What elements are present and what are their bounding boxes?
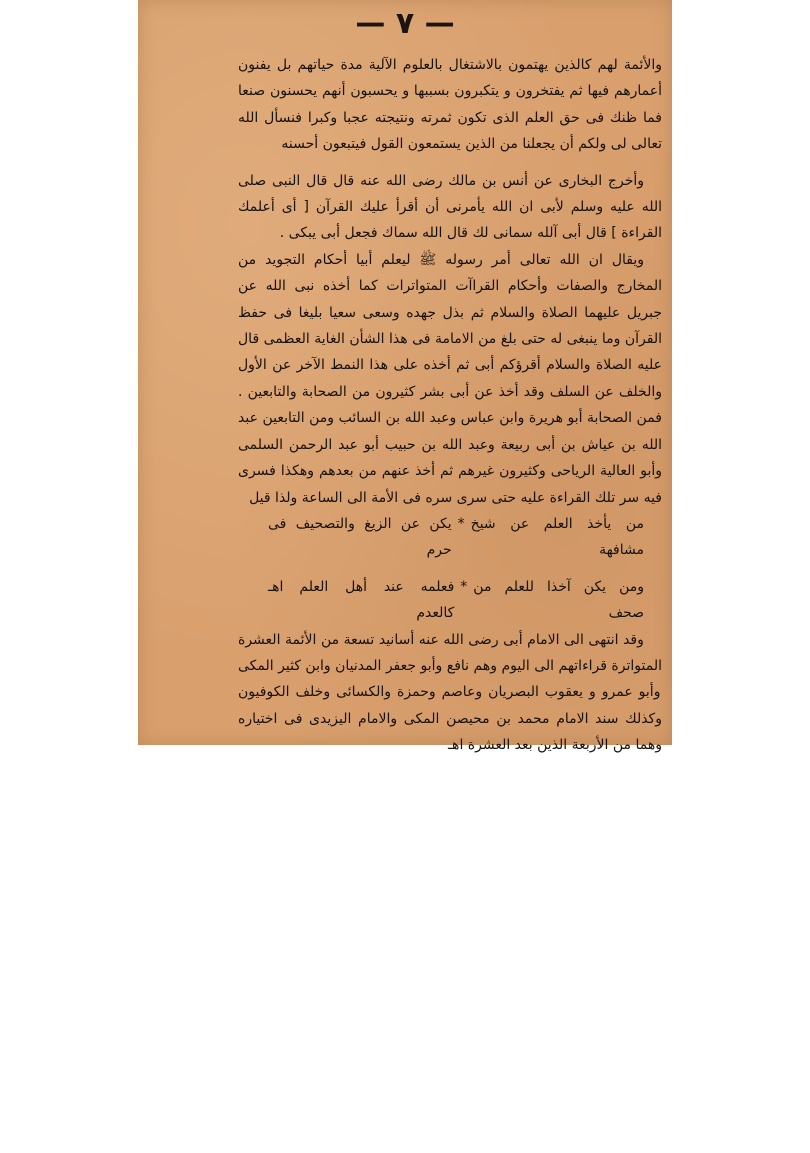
text-line: هذا النمط الآخر عن الأول والخلف عن السلف وقد أخذ عن أبى بشر كثيرون من <box>238 357 662 400</box>
verse-hemistich-second: فعلمه عند أهل العلم كالعدم <box>299 578 455 622</box>
text-line: فسرى فيه سر تلك القراءة عليه حتى سرى سره فى الأمة الى الساعة ولذا قيل <box>238 463 662 506</box>
page-number: — ٧ — <box>355 6 455 41</box>
text-line: وأخرج البخارى عن أنس بن مالك رضى الله عنه قال قال النبى صلى الله <box>238 172 662 216</box>
text-line: والسلام ثم بذل جهده وسعى سعيا بليغا فى حفظ القرآن وما ينبغى له حتى بلغ من الامامة <box>238 304 662 348</box>
text-line: قال أبى آلله سمانى لك قال الله سماك فجعل أبى يبكى . <box>279 225 607 242</box>
text-line: والأئمة لهم كالذين يهتمون بالاشتغال بالعلوم الآلية مدة حياتهم بل يفنون أعمارهم <box>238 57 663 100</box>
verse-hemistich-first: ومن يكن آخذا للعلم من صحف <box>473 578 644 622</box>
text-line: الصحابة والتابعين . فمن الصحابة أبو هريرة وابن عباس وعبد الله بن السائب <box>238 383 662 427</box>
text-line: وأبو عمرو و يعقوب البصريان وعاصم وحمزة والكسائى وخلف الكوفيون <box>238 684 661 701</box>
text-line: والصفات وأحكام القراآت المتواترات كما أخذه نبى الله عن جبريل عليهما الصلاة <box>238 278 662 321</box>
text-line: المتواترة قراءاتهم الى اليوم وهم نافع وأبو جعفر المدنيان وابن كثير المكى <box>238 657 662 674</box>
text-line: ويقال ان الله تعالى أمر رسوله ﷺ ليعلم أبيا أحكام التجويد من المخارج <box>238 251 662 295</box>
text-line: من الأربعة الذين بعد العشرة اهـ <box>447 737 632 754</box>
closing-paragraph <box>238 627 662 759</box>
text-line: فى حق العلم الذى تكون ثمرته ونتيجته عجبا وكبرا فنسأل الله تعالى لى ولكم <box>238 109 662 153</box>
text-line: أن يجعلنا من الذين يستمعون القول فيتبعون أحسنه <box>281 136 574 153</box>
text-line: السلمى وأبو العالية الرياحى وكثيرون غيرهم ثم أخذ عنهم من بعدهم وهكذا <box>238 436 662 480</box>
verse-line-2 <box>238 574 662 627</box>
text-line: فيها ثم يفتخرون و يتكبرون بسببها و يحسبون أنهم يحسنون صنعا فما ظنك <box>238 83 663 126</box>
text-line: فى هذا الشأن الغاية العظمى قال عليه الصلاة والسلام أقرؤكم أبى ثم أخذه على <box>238 331 662 374</box>
paragraph-2 <box>238 168 662 247</box>
paragraph-1 <box>238 52 662 158</box>
text-line: ومن التابعين عبد الله بن عياش بن أبى ربيعة وعبد الله بن حبيب أبو عبد الرحمن <box>238 410 662 453</box>
verse-separator: * <box>457 515 465 532</box>
verse-hemistich-first: من يأخذ العلم عن شيخ مشافهة <box>470 515 644 559</box>
text-line: عليه وسلم لأبى ان الله يأمرنى أن أقرأ عليك القرآن [ أى أعلمك القراءة ] <box>238 199 662 242</box>
scanned-page <box>138 0 672 754</box>
text-line: وقد انتهى الى الامام أبى رضى الله عنه أسانيد تسعة من الأئمة العشرة <box>238 631 644 648</box>
text-line: وكذلك سند الامام محمد بن محيصن المكى والامام اليزيدى فى اختياره وهما <box>238 710 662 754</box>
verse-line-1 <box>238 511 662 564</box>
body-text <box>238 52 662 759</box>
verse-end-mark: اهـ <box>268 578 284 595</box>
paragraph-3 <box>238 247 662 511</box>
verse-separator: * <box>460 578 468 595</box>
verse-hemistich-second: يكن عن الزيغ والتصحيف فى حرم <box>268 515 452 559</box>
